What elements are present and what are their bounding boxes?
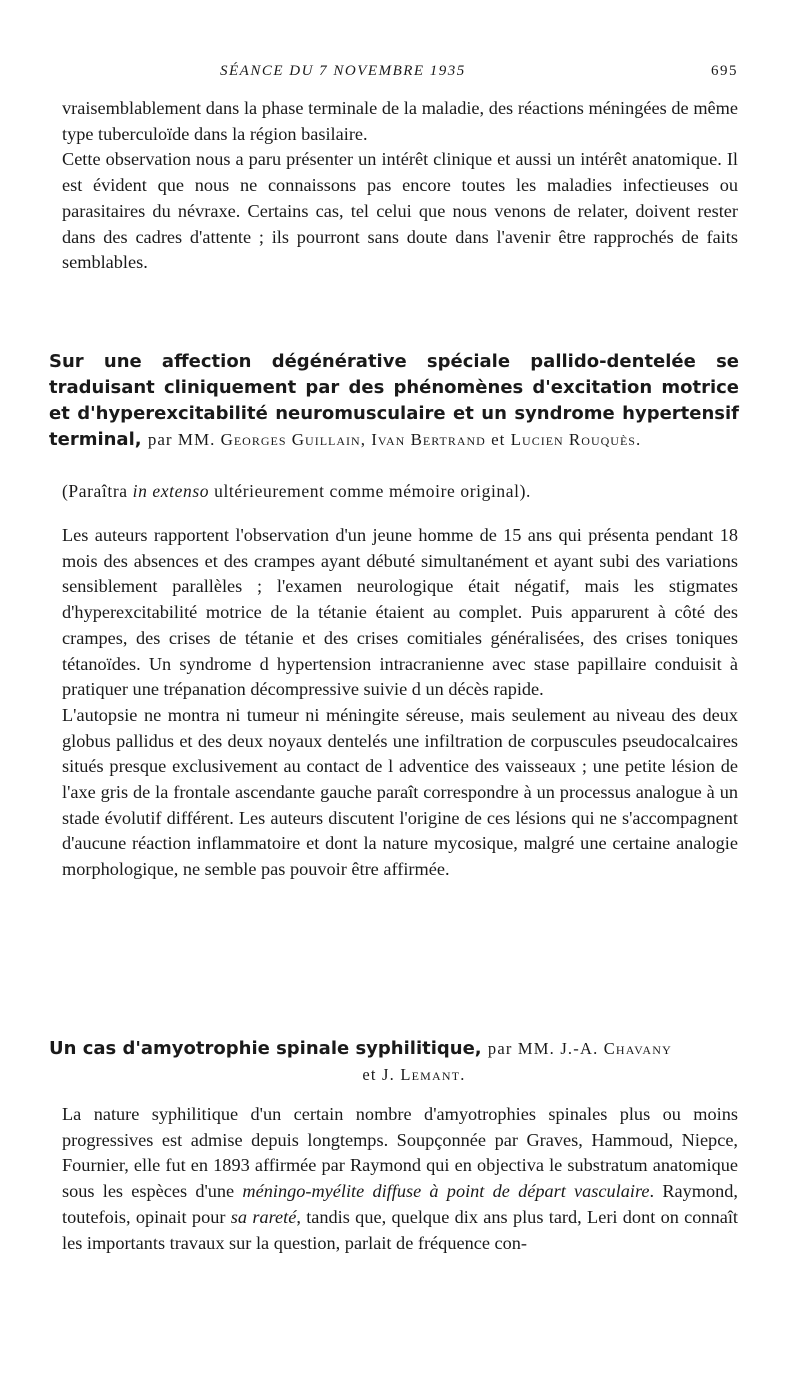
article-2-authors-a xyxy=(488,1039,672,1058)
article-2-end: . xyxy=(460,1065,466,1084)
intro-text xyxy=(62,96,738,276)
article-1-and: et xyxy=(491,430,506,449)
article-2-title: Un cas d'amyotrophie spinale syphilitique, xyxy=(49,1038,482,1059)
article-2-text-a: La nature syphilitique d'un certain nombre d'amyotrophies spinales plus ou moins progressives est admise depuis longtemps. Soupçonnée par Graves, Hammoud, Niepce, Fournier, elle fut en 1893 affirmée par Raymond qui en objectiva le substratum anatomique sous les espèces d'une xyxy=(62,1104,738,1202)
article-2-paragraph-1 xyxy=(62,1102,738,1256)
article-1-author-3: Lucien Rouquès xyxy=(510,430,636,449)
article-1-note xyxy=(62,479,738,503)
intro-paragraph-2: Cette observation nous a paru présenter un intérêt clinique et aussi un intérêt anatomique. Il est évident que nous ne connaissons pas encore toutes les maladies infectieuses ou parasitaires du névraxe. Certains cas, tel celui que nous venons de relater, doivent rester dans des cadres d'attente ; ils pourront sans doute dans l'avenir être rapprochés de faits semblables. xyxy=(62,149,738,273)
note-italic: in extenso xyxy=(132,481,210,501)
article-2-body xyxy=(62,1102,738,1256)
article-2-author-2: J. Lemant xyxy=(382,1065,461,1084)
article-2-by: par MM. xyxy=(487,1039,555,1058)
running-head-title: SÉANCE DU 7 NOVEMBRE 1935 xyxy=(220,63,466,79)
article-2-italic-1: méningo-myélite diffuse à point de départ vasculaire xyxy=(242,1181,650,1202)
article-1-paragraph-1: Les auteurs rapportent l'observation d'un jeune homme de 15 ans qui présenta pendant 18 mois des absences et des crampes ayant débuté simultanément et ayant subi des variations sensiblement parallèles ; l'examen neurologique était négatif, mais les stigmates d'hyperexcitabilité motrice de la tétanie étaient au complet. Puis apparurent à côté des crampes, des crises de tétanie et des crises comitiales généralisées, des crises toniques tétanoïdes. Un syndrome d hypertension intracranienne avec stase papillaire conduisit à pratiquer une trépanation décompressive suivie d un décès rapide. xyxy=(62,525,738,700)
note-open: (Paraîtra xyxy=(62,481,128,501)
article-2-and: et xyxy=(362,1065,377,1084)
article-2-authors-b xyxy=(49,1062,739,1088)
article-1-paragraph-2: L'autopsie ne montra ni tumeur ni méningite séreuse, mais seulement au niveau des deux globus pallidus et des deux noyaux dentelés une infiltration de corpuscules pseudocalcaires situés presque exclusivement au contact de l adventice des vaisseaux ; une petite lésion de l'axe gris de la frontale ascendante gauche paraît correspondre à un processus analogue à un stade évolutif différent. Les auteurs discutent l'origine de ces lésions qui ne s'accompagnent d'aucune réaction inflammatoire et dont la nature mycosique, malgré une certaine analogie morphologique, ne semble pas pouvoir être affirmée. xyxy=(62,704,738,880)
article-1-heading xyxy=(49,349,739,453)
intro-paragraph-1: vraisemblablement dans la phase terminale de la maladie, des réactions méningées de même type tuberculoïde dans la région basilaire. xyxy=(62,98,738,144)
article-1-author-2: Ivan Bertrand xyxy=(371,430,486,449)
article-2-text-b: . Raymond, toutefois, opinait pour xyxy=(62,1181,738,1227)
article-1-author-1: Georges Guillain xyxy=(220,430,361,449)
note-close: ultérieurement comme mémoire original). xyxy=(214,481,531,501)
article-2-text-c: , tandis que, quelque dix ans plus tard, Leri dont on connaît les importants travaux sur la question, parlait de fréquence con- xyxy=(62,1206,738,1253)
article-1-by: par MM. xyxy=(147,430,216,449)
article-1-body xyxy=(62,523,738,883)
page-number: 695 xyxy=(711,63,738,79)
article-2-author-1: J.-A. Chavany xyxy=(560,1039,673,1058)
article-2-heading xyxy=(49,1036,739,1088)
article-1-title: Sur une affection dégénérative spéciale pallido-dentelée se traduisant cliniquement par des phénomènes d'excitation motrice et d'hyperexcitabilité neuromusculaire et un syndrome hypertensif terminal, xyxy=(49,351,739,450)
running-head xyxy=(0,63,800,87)
article-1-sep: , xyxy=(360,430,366,449)
article-1-end: . xyxy=(635,430,642,449)
article-2-italic-2: sa rareté xyxy=(230,1206,297,1227)
article-1-authors xyxy=(148,430,641,449)
